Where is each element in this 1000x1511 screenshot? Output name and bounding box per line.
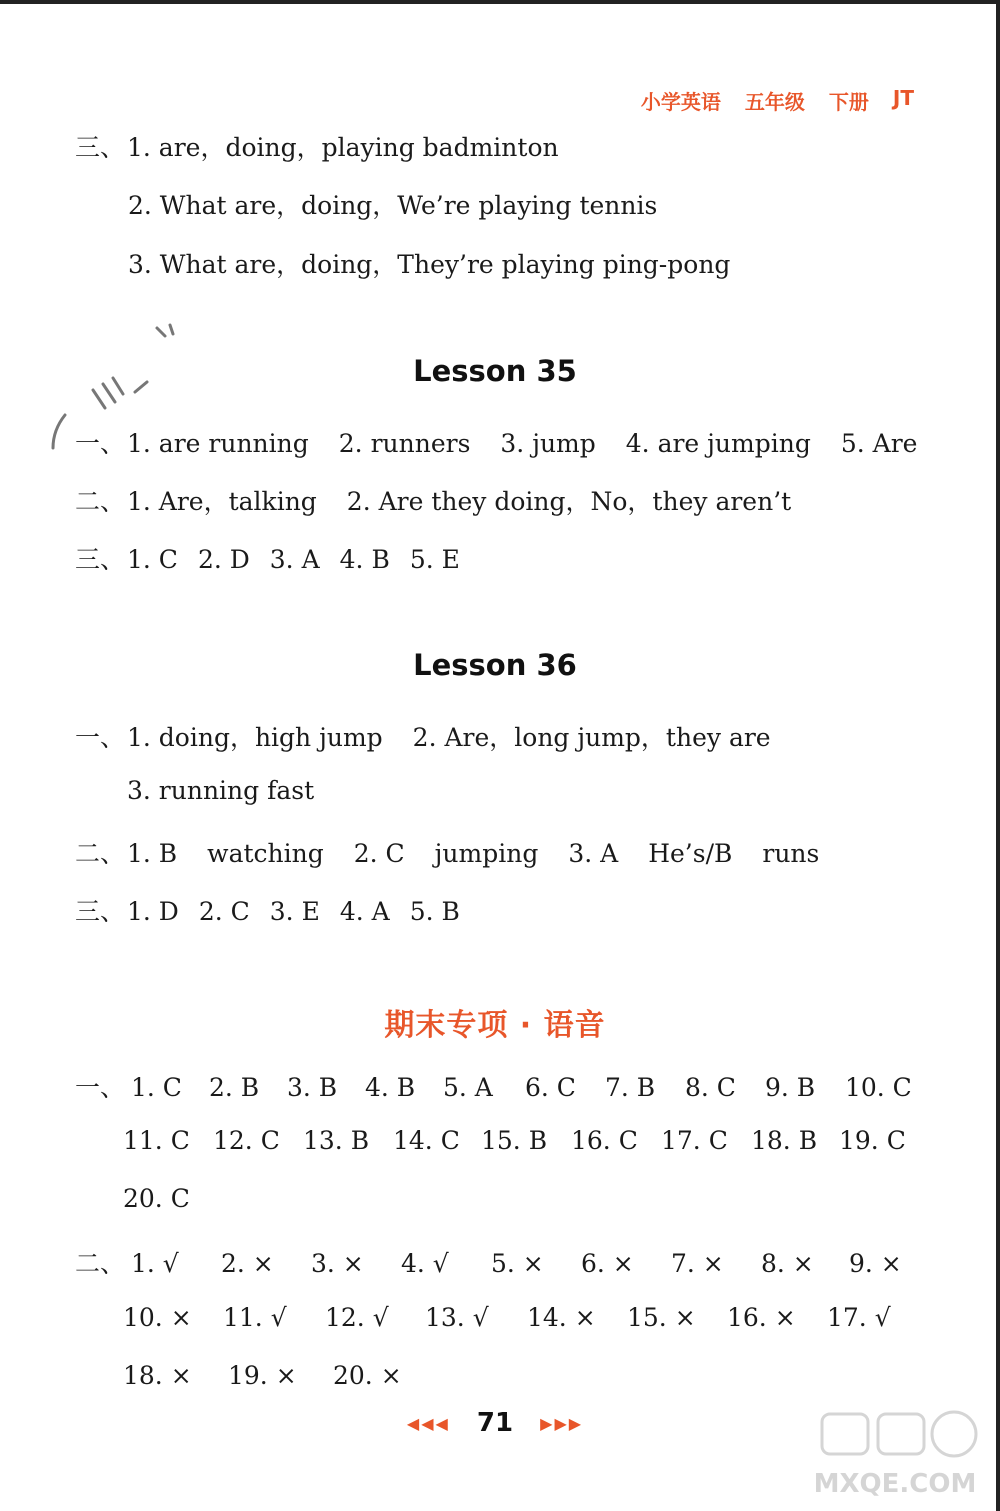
answer-item: 20. C [123,1184,190,1213]
watermark-logo-icon [800,1408,990,1503]
answer-item: 3. What are，doing，They’re playing ping-pong [128,250,731,279]
answer-row [75,834,819,870]
answer-item: 1. C [127,545,178,574]
answer-item: 5. × [490,1249,544,1278]
answer-item: 2. D [197,545,250,574]
answer-item: 6. C [524,1073,576,1102]
watermark-text: MXQE.COM [813,1469,977,1499]
left-arrows-icon: ◀◀◀ [406,1414,450,1433]
answer-item: 1. are running [127,429,309,458]
scan-edge-right [996,0,1000,1511]
answer-row [75,128,559,164]
answer-row [75,718,771,754]
answer-row [75,1068,912,1104]
header-edition: JT [892,86,914,110]
answer-item: 1. doing，high jump [127,723,383,752]
answer-row [75,540,460,576]
answer-item: 13. √ [425,1303,489,1332]
question-label: 三、 [75,897,126,926]
answer-item: 4. A [339,897,390,926]
question-label: 一、 [75,723,126,752]
answer-item: 3. × [310,1249,364,1278]
scan-edge-top [0,0,1000,4]
answer-item: watching [207,839,324,868]
answer-item: 2. C [353,839,405,868]
answer-item: jumping [434,839,539,868]
answer-item: 3. A [269,545,320,574]
answer-item: 10. × [123,1303,192,1332]
answer-item: 1. are，doing，playing badminton [127,133,559,162]
answer-item: 1. Are，talking [127,487,317,516]
question-label: 二、 [75,839,126,868]
question-label: 一、 [75,429,126,458]
answer-item: 10. C [844,1073,912,1102]
answer-row [75,892,460,928]
answer-item: 3. A [568,839,619,868]
page-number: 71 [476,1408,514,1438]
answer-item: 9. × [848,1249,902,1278]
answer-item: 5. Are [840,429,918,458]
answer-item: 2. Are they doing，No，they aren’t [346,487,792,516]
lesson-36-title: Lesson 36 [413,648,577,682]
question-label: 二、 [75,1249,126,1278]
answer-item: 15. × [627,1303,696,1332]
answer-item: 1. B [127,839,178,868]
answer-item: 7. B [604,1073,656,1102]
answer-row [123,1184,190,1213]
answer-item: 15. B [481,1126,548,1155]
answer-item: 14. × [527,1303,596,1332]
answer-item: 3. E [269,897,320,926]
answer-item: 8. × [760,1249,814,1278]
answer-item: 4. B [364,1073,416,1102]
answer-item: 2. Are，long jump，they are [412,723,771,752]
answer-row [75,482,791,518]
answer-row [127,776,314,805]
answer-item: 5. E [409,545,460,574]
final-section-title: 期末专项 · 语音 [384,1008,606,1043]
right-arrows-icon: ▶▶▶ [540,1414,584,1433]
answer-row [123,1361,402,1390]
answer-item: 19. × [228,1361,297,1390]
answer-item: 11. C [123,1126,190,1155]
answer-item: 13. B [303,1126,370,1155]
answer-item: 7. × [670,1249,724,1278]
answer-item: 17. C [661,1126,728,1155]
answer-item: 4. are jumping [625,429,811,458]
answer-item: 18. B [751,1126,818,1155]
header-grade: 五年级 [744,90,805,114]
answer-item: 1. D [127,897,179,926]
answer-item: 12. C [213,1126,280,1155]
answer-item: 4. √ [400,1249,449,1278]
header-subject: 小学英语 [640,90,721,114]
answer-item: 12. √ [325,1303,389,1332]
answer-row [128,186,657,222]
answer-item: 5. A [442,1073,493,1102]
running-header [641,86,914,115]
answer-item: 3. running fast [127,776,315,805]
answer-row [128,245,730,281]
answer-item: 4. B [339,545,390,574]
question-label: 三、 [75,545,126,574]
answer-item: 3. jump [500,429,596,458]
answer-item: 8. C [684,1073,736,1102]
answer-item: 1. √ [130,1249,179,1278]
question-label: 一、 [75,1073,126,1102]
answer-item: 18. × [123,1361,192,1390]
answer-item: 20. × [333,1361,402,1390]
answer-item: 17. √ [827,1303,891,1332]
lesson-35-title: Lesson 35 [413,354,577,388]
answer-item: 2. What are，doing，We’re playing tennis [128,191,658,220]
answer-item: 19. C [839,1126,906,1155]
answer-row [75,1244,902,1280]
answer-item: 5. B [409,897,460,926]
answer-item: runs [762,839,820,868]
answer-item: 6. × [580,1249,634,1278]
answer-item: 9. B [764,1073,816,1102]
answer-item: 11. √ [223,1303,287,1332]
question-label: 二、 [75,487,126,516]
answer-item: 16. C [571,1126,638,1155]
answer-item: 14. C [393,1126,460,1155]
header-volume: 下册 [828,90,869,114]
answer-item: 1. C [130,1073,182,1102]
answer-item: 2. B [208,1073,260,1102]
answer-item: 2. × [220,1249,274,1278]
answer-item: 16. × [727,1303,796,1332]
answer-item: 3. B [286,1073,338,1102]
answer-row [123,1303,891,1332]
question-label: 三、 [75,133,126,162]
answer-row [75,424,917,460]
answer-row [123,1126,906,1155]
answer-item: 2. C [198,897,250,926]
answer-item: He’s/B [648,839,733,868]
answer-item: 2. runners [338,429,471,458]
